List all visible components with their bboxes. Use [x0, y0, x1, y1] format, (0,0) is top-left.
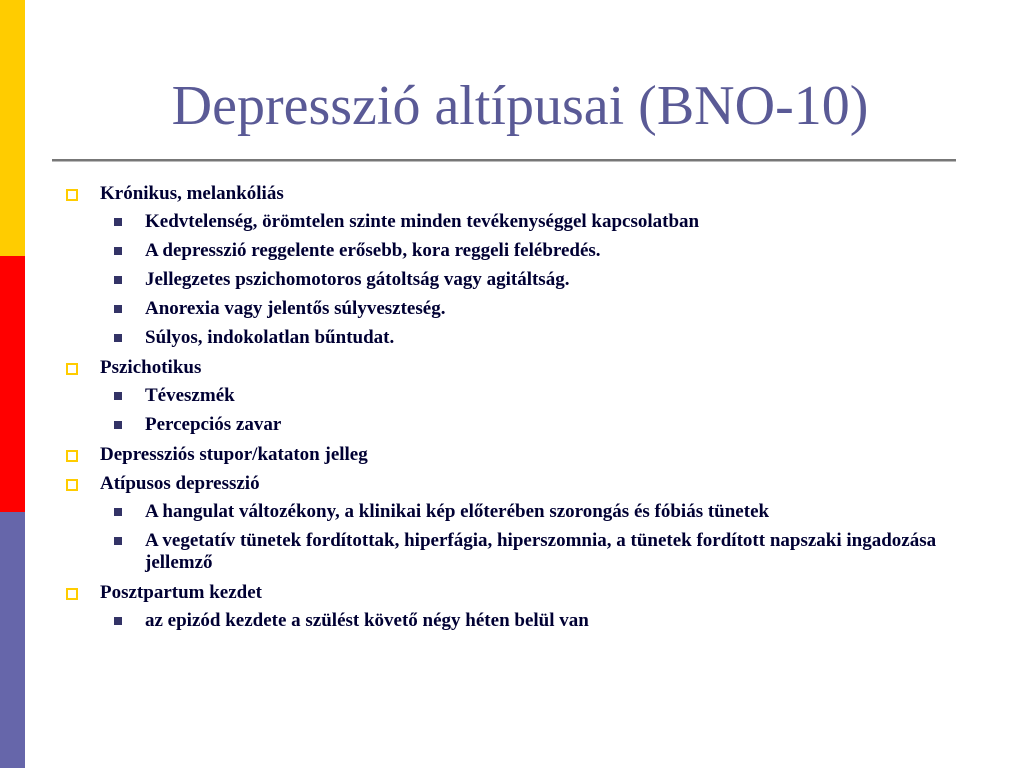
- hollow-square-bullet-icon: [66, 450, 78, 462]
- sub-list-item-label: Téveszmék: [145, 385, 235, 406]
- list-item: [62, 581, 962, 605]
- bullet-list: [62, 182, 962, 639]
- hollow-square-bullet-icon: [66, 189, 78, 201]
- sub-list-item-label: Jellegzetes pszichomotoros gátoltság vagy agitáltság.: [145, 269, 570, 290]
- sub-list-item: [114, 385, 962, 407]
- list-item: [62, 472, 962, 496]
- filled-square-bullet-icon: [114, 334, 122, 342]
- sub-list-item: [114, 211, 962, 233]
- sub-list-item-label: Anorexia vagy jelentős súlyveszteség.: [145, 298, 446, 319]
- list-item-label: Depressziós stupor/kataton jelleg: [100, 444, 368, 465]
- filled-square-bullet-icon: [114, 617, 122, 625]
- list-item: [62, 443, 962, 467]
- filled-square-bullet-icon: [114, 218, 122, 226]
- filled-square-bullet-icon: [114, 537, 122, 545]
- sub-list-item: [114, 501, 962, 523]
- side-bar-yellow: [0, 0, 25, 256]
- hollow-square-bullet-icon: [66, 363, 78, 375]
- sub-list-item-label: Súlyos, indokolatlan bűntudat.: [145, 327, 395, 348]
- sub-list-item: [114, 298, 962, 320]
- sub-list-item-label: az epizód kezdete a szülést követő négy héten belül van: [145, 610, 589, 631]
- sub-list-item-label: Percepciós zavar: [145, 414, 282, 435]
- list-item-label: Pszichotikus: [100, 357, 202, 378]
- list-item-label: Posztpartum kezdet: [100, 582, 262, 603]
- filled-square-bullet-icon: [114, 392, 122, 400]
- sub-list-item: [114, 414, 962, 436]
- sub-list-item-label: A hangulat változékony, a klinikai kép előterében szorongás és fóbiás tünetek: [145, 501, 770, 522]
- side-bar-red: [0, 256, 25, 512]
- list-item-label: Atípusos depresszió: [100, 473, 260, 494]
- sub-list-item: [114, 530, 962, 574]
- sub-list-item: [114, 240, 962, 262]
- hollow-square-bullet-icon: [66, 588, 78, 600]
- title-divider: [52, 159, 956, 162]
- filled-square-bullet-icon: [114, 305, 122, 313]
- sub-list-item-label: A vegetatív tünetek fordítottak, hiperfágia, hiperszomnia, a tünetek fordított napszaki ingadozása jellemző: [145, 530, 937, 573]
- sub-list-item: [114, 269, 962, 291]
- filled-square-bullet-icon: [114, 421, 122, 429]
- sub-list-item-label: Kedvtelenség, örömtelen szinte minden tevékenységgel kapcsolatban: [145, 211, 700, 232]
- filled-square-bullet-icon: [114, 508, 122, 516]
- filled-square-bullet-icon: [114, 247, 122, 255]
- hollow-square-bullet-icon: [66, 479, 78, 491]
- sub-list-item: [114, 610, 962, 632]
- list-item: [62, 356, 962, 380]
- slide-title: Depresszió altípusai (BNO-10): [171, 75, 869, 137]
- side-bar-blue: [0, 512, 25, 768]
- sub-list-item-label: A depresszió reggelente erősebb, kora reggeli felébredés.: [145, 240, 601, 261]
- sub-list-item: [114, 327, 962, 349]
- list-item: [62, 182, 962, 206]
- filled-square-bullet-icon: [114, 276, 122, 284]
- list-item-label: Krónikus, melankóliás: [100, 183, 284, 204]
